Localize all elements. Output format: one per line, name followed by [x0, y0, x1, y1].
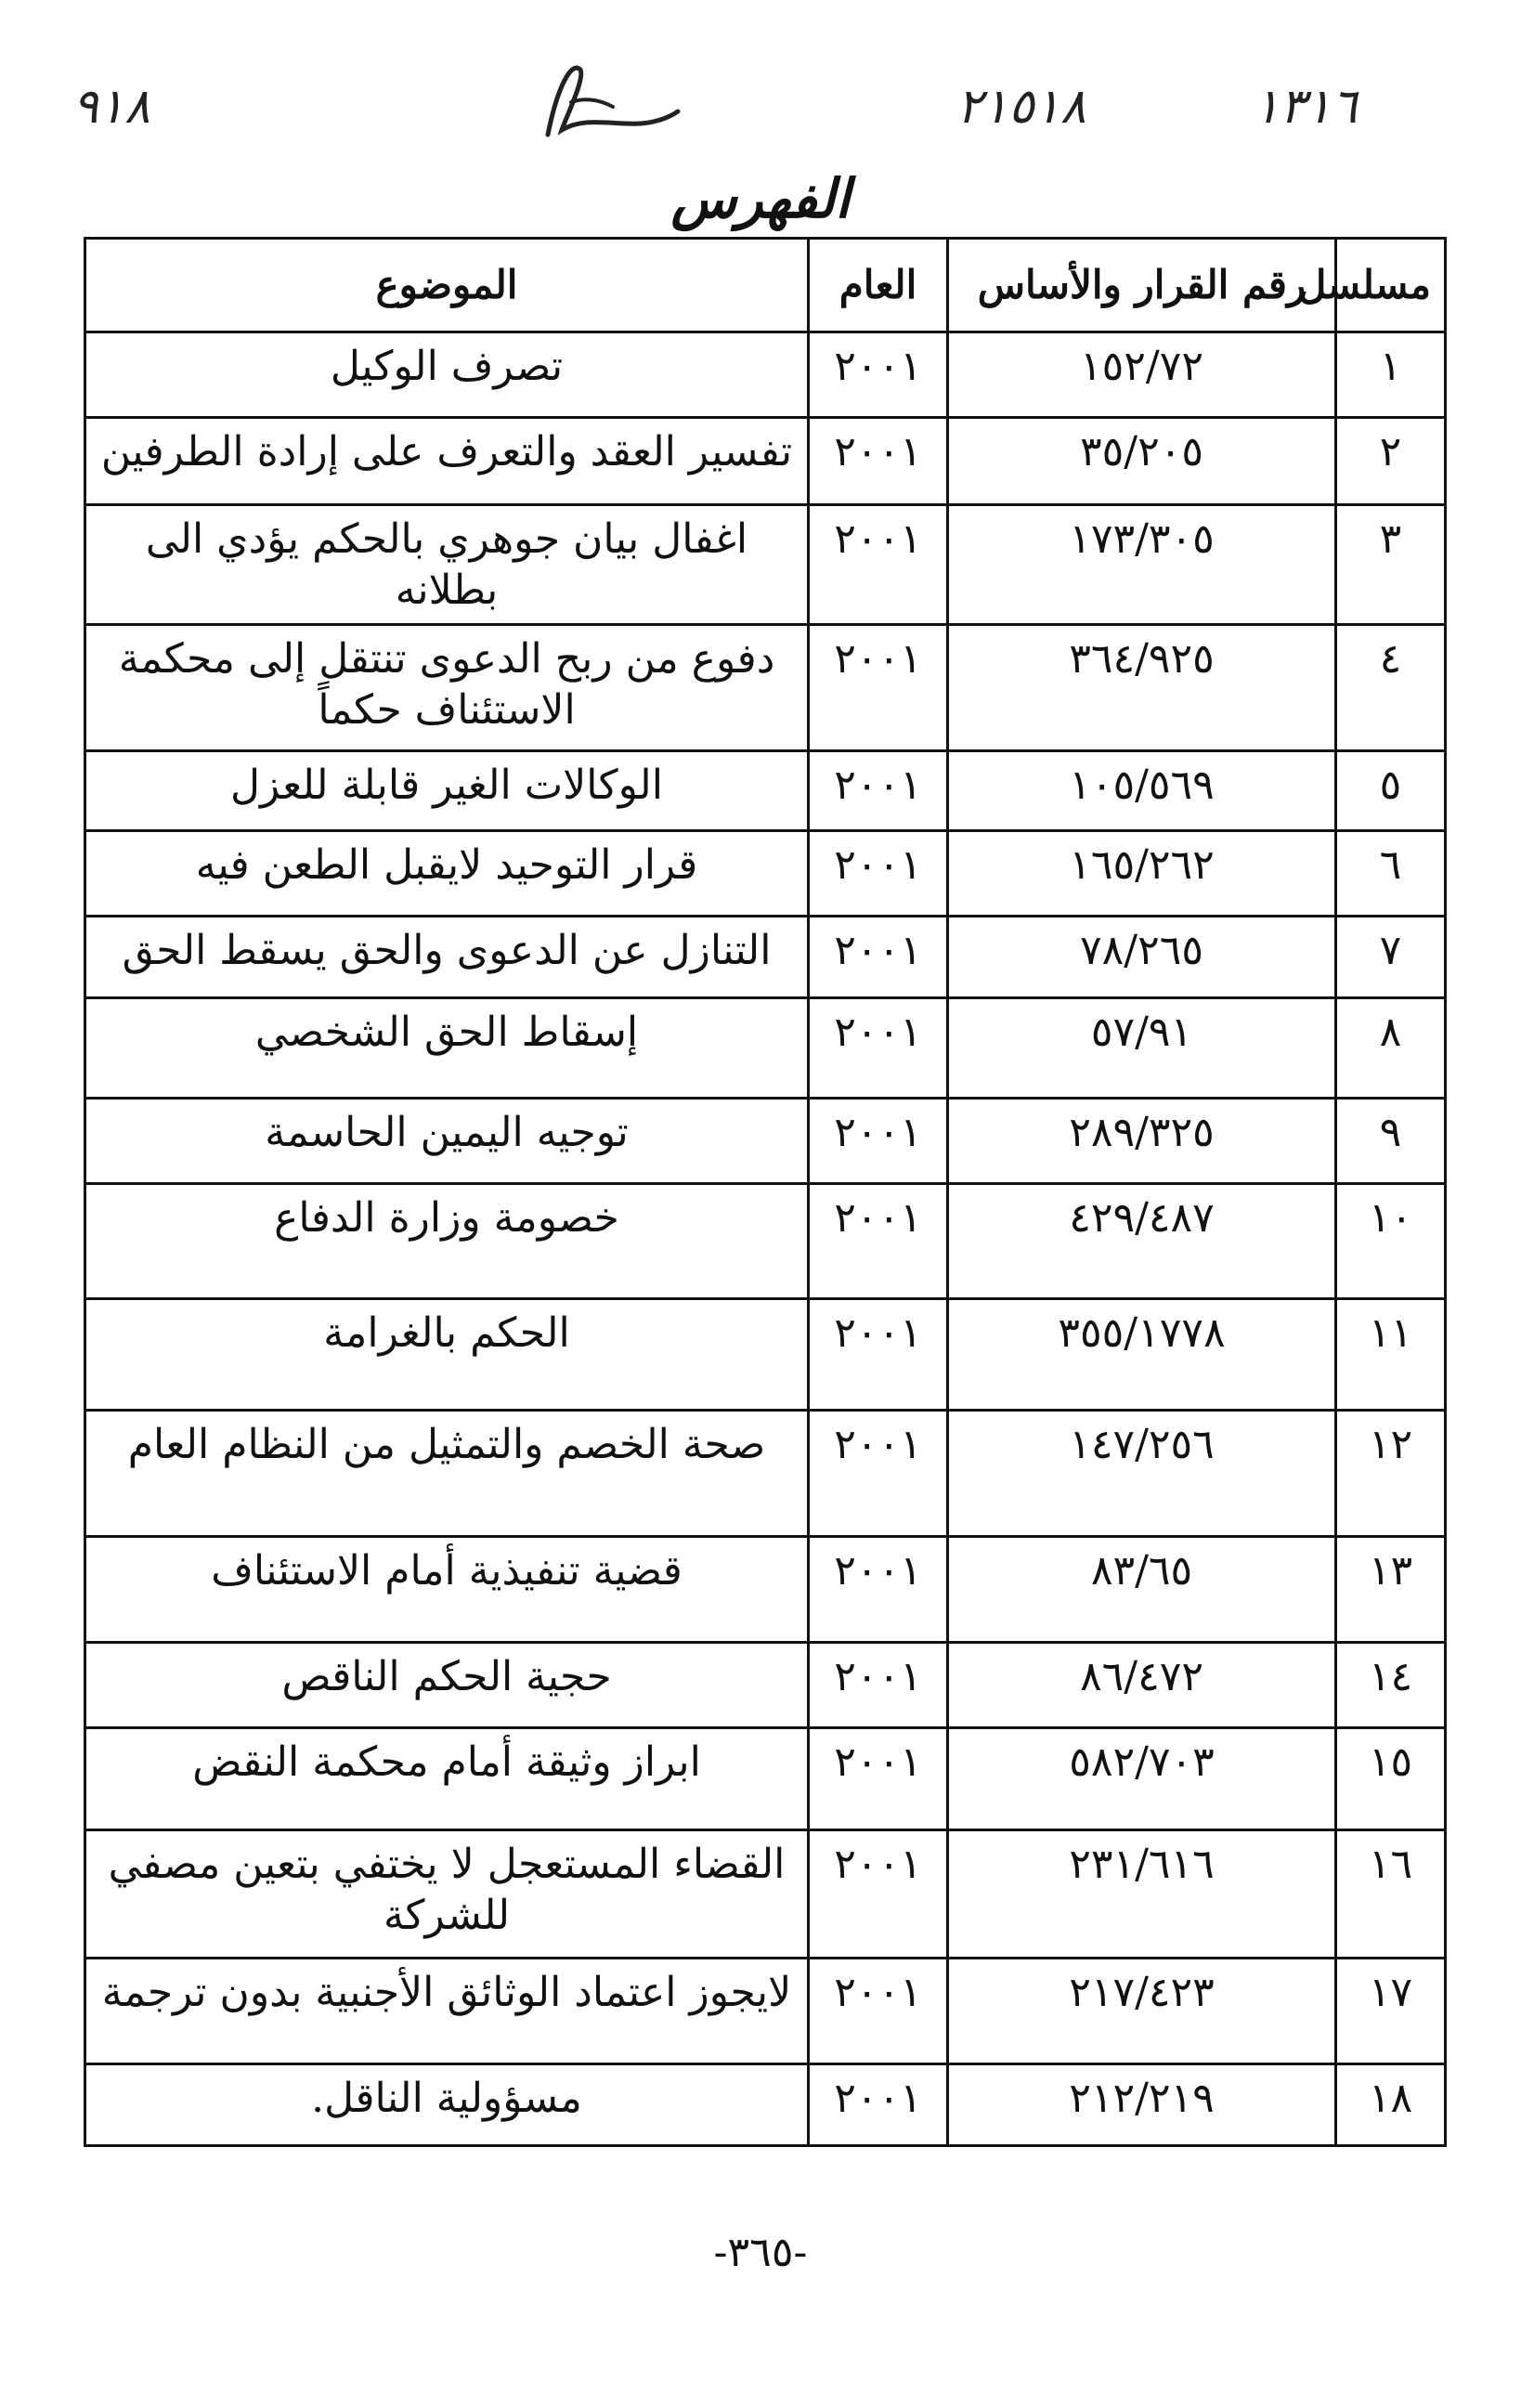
year-cell: ٢٠٠١: [809, 1299, 948, 1411]
year-cell: ٢٠٠١: [809, 831, 948, 917]
serial-cell: ١٤: [1336, 1643, 1446, 1728]
year-cell: ٢٠٠١: [809, 1184, 948, 1299]
subject-cell: تصرف الوكيل: [85, 332, 809, 418]
year-cell: ٢٠٠١: [809, 1830, 948, 1959]
decision-number-cell: ٥٧/٩١: [948, 998, 1336, 1099]
table-row: [85, 1959, 1446, 2064]
table-row: [85, 625, 1446, 751]
serial-cell: ٥: [1336, 751, 1446, 831]
table-row: [85, 917, 1446, 998]
decision-number-cell: ١٧٣/٣٠٥: [948, 505, 1336, 625]
table-row: [85, 1299, 1446, 1411]
table-row: [85, 1830, 1446, 1959]
subject-cell: إسقاط الحق الشخصي: [85, 998, 809, 1099]
handwritten-annotation-left: ٩١٨: [72, 79, 150, 135]
serial-cell: ١٢: [1336, 1411, 1446, 1537]
serial-cell: ٧: [1336, 917, 1446, 998]
decision-number-cell: ٢١٢/٢١٩: [948, 2064, 1336, 2146]
serial-cell: ١٦: [1336, 1830, 1446, 1959]
decision-number-cell: ٤٢٩/٤٨٧: [948, 1184, 1336, 1299]
table-row: [85, 505, 1446, 625]
table-row: [85, 751, 1446, 831]
page-title: الفهرس: [670, 167, 851, 230]
decision-number-cell: ٥٨٢/٧٠٣: [948, 1728, 1336, 1830]
subject-cell: مسؤولية الناقل.: [85, 2064, 809, 2146]
table-row: [85, 332, 1446, 418]
decision-number-cell: ٧٨/٢٦٥: [948, 917, 1336, 998]
header-serial: مسلسل: [1336, 239, 1446, 332]
serial-cell: ١: [1336, 332, 1446, 418]
subject-cell: صحة الخصم والتمثيل من النظام العام: [85, 1411, 809, 1537]
subject-cell: لايجوز اعتماد الوثائق الأجنبية بدون ترجمة: [85, 1959, 809, 2064]
year-cell: ٢٠٠١: [809, 751, 948, 831]
year-cell: ٢٠٠١: [809, 1099, 948, 1184]
year-cell: ٢٠٠١: [809, 418, 948, 505]
subject-cell: دفوع من ربح الدعوى تنتقل إلى محكمة الاستئناف حكماً: [85, 625, 809, 751]
decision-number-cell: ٣٦٤/٩٢٥: [948, 625, 1336, 751]
subject-cell: اغفال بيان جوهري بالحكم يؤدي الى بطلانه: [85, 505, 809, 625]
subject-cell: التنازل عن الدعوى والحق يسقط الحق: [85, 917, 809, 998]
year-cell: ٢٠٠١: [809, 917, 948, 998]
index-table: [84, 237, 1447, 2147]
serial-cell: ٩: [1336, 1099, 1446, 1184]
serial-cell: ٤: [1336, 625, 1446, 751]
year-cell: ٢٠٠١: [809, 1537, 948, 1643]
subject-cell: حجية الحكم الناقص: [85, 1643, 809, 1728]
serial-cell: ٣: [1336, 505, 1446, 625]
decision-number-cell: ٢٨٩/٣٢٥: [948, 1099, 1336, 1184]
decision-number-cell: ١٦٥/٢٦٢: [948, 831, 1336, 917]
table-body: [85, 332, 1446, 2146]
table-row: [85, 1099, 1446, 1184]
year-cell: ٢٠٠١: [809, 1411, 948, 1537]
subject-cell: توجيه اليمين الحاسمة: [85, 1099, 809, 1184]
table-row: [85, 1411, 1446, 1537]
serial-cell: ١٨: [1336, 2064, 1446, 2146]
table-row: [85, 418, 1446, 505]
decision-number-cell: ٣٥/٢٠٥: [948, 418, 1336, 505]
year-cell: ٢٠٠١: [809, 332, 948, 418]
serial-cell: ١٧: [1336, 1959, 1446, 2064]
decision-number-cell: ٨٣/٦٥: [948, 1537, 1336, 1643]
table-row: [85, 831, 1446, 917]
subject-cell: الحكم بالغرامة: [85, 1299, 809, 1411]
decision-number-cell: ٨٦/٤٧٢: [948, 1643, 1336, 1728]
year-cell: ٢٠٠١: [809, 505, 948, 625]
subject-cell: خصومة وزارة الدفاع: [85, 1184, 809, 1299]
handwritten-annotation-middle: ٢١٥١٨: [956, 79, 1086, 135]
year-cell: ٢٠٠١: [809, 1728, 948, 1830]
table-row: [85, 1537, 1446, 1643]
decision-number-cell: ١٤٧/٢٥٦: [948, 1411, 1336, 1537]
year-cell: ٢٠٠١: [809, 1959, 948, 2064]
subject-cell: قرار التوحيد لايقبل الطعن فيه: [85, 831, 809, 917]
decision-number-cell: ٣٥٥/١٧٧٨: [948, 1299, 1336, 1411]
year-cell: ٢٠٠١: [809, 625, 948, 751]
handwritten-signature: [529, 51, 687, 153]
table-row: [85, 1643, 1446, 1728]
decision-number-cell: ٢٣١/٦١٦: [948, 1830, 1336, 1959]
year-cell: ٢٠٠١: [809, 2064, 948, 2146]
table-row: [85, 2064, 1446, 2146]
year-cell: ٢٠٠١: [809, 998, 948, 1099]
table-row: [85, 1728, 1446, 1830]
subject-cell: تفسير العقد والتعرف على إرادة الطرفين: [85, 418, 809, 505]
table-row: [85, 1184, 1446, 1299]
serial-cell: ١٠: [1336, 1184, 1446, 1299]
page-number: -٣٦٥-: [713, 2229, 808, 2276]
subject-cell: الوكالات الغير قابلة للعزل: [85, 751, 809, 831]
serial-cell: ٦: [1336, 831, 1446, 917]
decision-number-cell: ١٥٢/٧٢: [948, 332, 1336, 418]
handwritten-annotation-right: ١٣١٦: [1254, 79, 1358, 135]
table-header-row: [85, 239, 1446, 332]
serial-cell: ١٣: [1336, 1537, 1446, 1643]
year-cell: ٢٠٠١: [809, 1643, 948, 1728]
decision-number-cell: ٢١٧/٤٢٣: [948, 1959, 1336, 2064]
subject-cell: قضية تنفيذية أمام الاستئناف: [85, 1537, 809, 1643]
header-subject: الموضوع: [85, 239, 809, 332]
header-number: رقم القرار والأساس: [948, 239, 1336, 332]
decision-number-cell: ١٠٥/٥٦٩: [948, 751, 1336, 831]
header-year: العام: [809, 239, 948, 332]
table-row: [85, 998, 1446, 1099]
subject-cell: القضاء المستعجل لا يختفي بتعين مصفي للشركة: [85, 1830, 809, 1959]
subject-cell: ابراز وثيقة أمام محكمة النقض: [85, 1728, 809, 1830]
serial-cell: ٨: [1336, 998, 1446, 1099]
serial-cell: ٢: [1336, 418, 1446, 505]
serial-cell: ١١: [1336, 1299, 1446, 1411]
serial-cell: ١٥: [1336, 1728, 1446, 1830]
